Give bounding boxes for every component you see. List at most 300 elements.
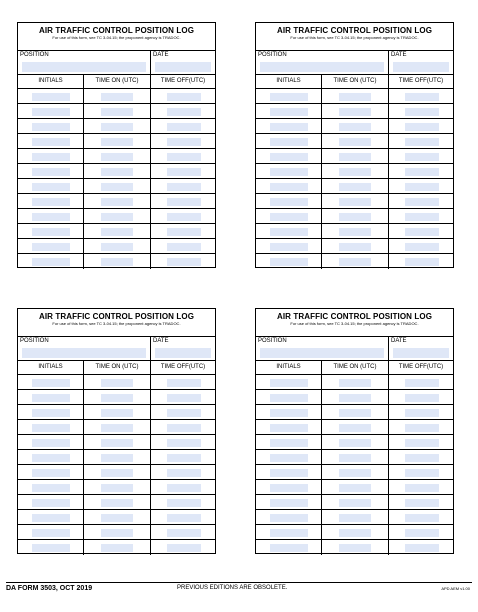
initials-cell [256,104,322,118]
time-on-input[interactable] [339,544,371,552]
time-off-input[interactable] [167,484,201,492]
initials-input[interactable] [270,544,308,552]
date-cell [389,337,453,360]
time-off-input[interactable] [167,168,201,176]
time-on-cell [84,209,151,223]
initials-input[interactable] [32,243,70,251]
time-off-input[interactable] [167,454,201,462]
time-on-input[interactable] [101,484,133,492]
time-on-input[interactable] [339,93,371,101]
time-on-input[interactable] [339,499,371,507]
table-row [18,405,215,420]
time-on-input[interactable] [101,168,133,176]
time-on-input[interactable] [101,258,133,266]
table-row [18,525,215,540]
time-on-input[interactable] [101,243,133,251]
initials-cell [18,239,84,253]
time-off-cell [389,405,453,419]
log-header [18,309,215,337]
time-off-cell [389,495,453,509]
time-off-input[interactable] [167,424,201,432]
time-on-input[interactable] [101,409,133,417]
initials-cell [18,89,84,103]
time-on-cell [84,134,151,148]
table-row [256,239,453,254]
position-label: POSITION [258,338,287,344]
time-off-input[interactable] [405,499,439,507]
time-on-input[interactable] [101,93,133,101]
initials-input[interactable] [270,183,308,191]
time-on-cell [322,450,389,464]
time-on-input[interactable] [339,409,371,417]
initials-cell [256,480,322,494]
time-off-input[interactable] [405,469,439,477]
time-off-input[interactable] [167,198,201,206]
time-on-input[interactable] [339,213,371,221]
time-on-cell [84,164,151,178]
time-on-cell [84,224,151,238]
time-on-input[interactable] [339,153,371,161]
initials-input[interactable] [270,168,308,176]
time-on-input[interactable] [101,514,133,522]
time-on-cell [84,89,151,103]
initials-cell [18,194,84,208]
position-log [17,308,216,554]
position-input[interactable] [260,62,384,72]
footer-rule [6,582,472,583]
table-row [18,480,215,495]
table-row [18,89,215,104]
time-off-cell [389,375,453,389]
date-input[interactable] [155,62,211,72]
initials-input[interactable] [270,138,308,146]
table-row [256,164,453,179]
table-row [256,209,453,224]
time-on-input[interactable] [101,108,133,116]
time-on-cell [84,375,151,389]
initials-cell [18,405,84,419]
initials-input[interactable] [32,514,70,522]
time-off-input[interactable] [405,243,439,251]
initials-input[interactable] [270,153,308,161]
initials-cell [256,510,322,524]
log-header [256,23,453,51]
time-off-cell [389,254,453,269]
time-off-input[interactable] [167,243,201,251]
time-off-input[interactable] [167,379,201,387]
time-off-cell [389,525,453,539]
initials-input[interactable] [270,394,308,402]
time-off-cell [151,495,215,509]
time-off-input[interactable] [405,228,439,236]
time-off-input[interactable] [405,153,439,161]
initials-input[interactable] [32,198,70,206]
table-row [18,540,215,555]
time-off-input[interactable] [167,469,201,477]
log-rows [18,89,215,269]
time-on-cell [322,495,389,509]
time-on-input[interactable] [101,153,133,161]
time-off-cell [151,149,215,163]
table-row [18,179,215,194]
initials-input[interactable] [32,484,70,492]
initials-cell [256,164,322,178]
time-on-cell [84,254,151,269]
time-on-input[interactable] [339,198,371,206]
initials-cell [18,164,84,178]
initials-cell [18,435,84,449]
position-input[interactable] [22,62,146,72]
time-on-input[interactable] [101,183,133,191]
initials-cell [18,540,84,555]
time-off-cell [389,149,453,163]
time-on-input[interactable] [101,424,133,432]
time-off-cell [389,480,453,494]
initials-cell [256,525,322,539]
time-off-input[interactable] [167,514,201,522]
position-log [255,308,454,554]
table-row [256,450,453,465]
time-on-cell [84,119,151,133]
time-on-input[interactable] [339,228,371,236]
time-off-input[interactable] [167,228,201,236]
table-row [18,134,215,149]
initials-input[interactable] [32,439,70,447]
time-on-input[interactable] [339,108,371,116]
time-on-cell [322,149,389,163]
time-on-cell [322,224,389,238]
column-header-row [18,75,215,89]
initials-cell [256,179,322,193]
time-on-input[interactable] [101,529,133,537]
initials-input[interactable] [32,409,70,417]
initials-input[interactable] [270,243,308,251]
table-row [256,179,453,194]
initials-input[interactable] [270,93,308,101]
time-on-input[interactable] [339,183,371,191]
date-cell [389,51,453,74]
time-on-input[interactable] [101,213,133,221]
time-on-input[interactable] [339,529,371,537]
time-off-cell [389,119,453,133]
initials-input[interactable] [270,514,308,522]
initials-input[interactable] [32,183,70,191]
initials-input[interactable] [270,484,308,492]
initials-input[interactable] [270,409,308,417]
time-off-input[interactable] [167,93,201,101]
position-cell [256,337,389,360]
time-on-cell [84,405,151,419]
time-off-cell [389,390,453,404]
time-off-input[interactable] [167,394,201,402]
time-on-input[interactable] [101,394,133,402]
column-header-time-off: TIME OFF(UTC) [398,78,444,84]
log-title: AIR TRAFFIC CONTROL POSITION LOG [276,26,433,35]
initials-cell [256,209,322,223]
time-off-input[interactable] [167,213,201,221]
initials-cell [18,465,84,479]
time-on-input[interactable] [339,439,371,447]
time-on-input[interactable] [339,379,371,387]
time-on-cell [322,179,389,193]
initials-input[interactable] [32,228,70,236]
table-row [18,104,215,119]
initials-input[interactable] [270,529,308,537]
time-off-input[interactable] [167,529,201,537]
time-off-input[interactable] [405,514,439,522]
time-off-cell [151,525,215,539]
time-off-cell [389,224,453,238]
time-off-input[interactable] [405,454,439,462]
time-off-cell [389,179,453,193]
table-row [18,420,215,435]
initials-cell [256,375,322,389]
initials-cell [18,254,84,269]
time-on-cell [322,480,389,494]
time-on-cell [84,510,151,524]
time-on-input[interactable] [339,138,371,146]
position-date-row [256,51,453,75]
time-on-cell [322,525,389,539]
initials-cell [256,450,322,464]
time-off-input[interactable] [405,409,439,417]
initials-input[interactable] [32,424,70,432]
time-on-cell [322,119,389,133]
initials-input[interactable] [32,469,70,477]
time-on-input[interactable] [101,379,133,387]
time-off-input[interactable] [405,379,439,387]
log-subtitle: For use of this form, see TC 3-04.15; the proponent agency is TRADOC. [52,35,181,40]
time-off-cell [151,375,215,389]
time-off-cell [151,104,215,118]
initials-cell [18,375,84,389]
table-row [18,149,215,164]
position-log [17,22,216,268]
time-off-input[interactable] [405,484,439,492]
time-off-input[interactable] [405,93,439,101]
initials-input[interactable] [270,454,308,462]
initials-input[interactable] [32,454,70,462]
initials-cell [256,194,322,208]
time-off-input[interactable] [405,529,439,537]
initials-input[interactable] [270,439,308,447]
time-off-input[interactable] [167,409,201,417]
time-off-input[interactable] [405,544,439,552]
position-input[interactable] [260,348,384,358]
position-input[interactable] [22,348,146,358]
log-header [256,309,453,337]
log-rows [256,89,453,269]
time-off-input[interactable] [167,544,201,552]
time-on-cell [322,104,389,118]
table-row [256,194,453,209]
time-on-cell [322,194,389,208]
time-off-cell [389,89,453,103]
time-on-input[interactable] [101,454,133,462]
time-off-cell [389,540,453,555]
time-off-input[interactable] [167,138,201,146]
time-off-cell [151,480,215,494]
time-on-input[interactable] [101,544,133,552]
date-input[interactable] [155,348,211,358]
time-on-cell [84,465,151,479]
time-on-cell [84,390,151,404]
initials-input[interactable] [270,198,308,206]
position-label: POSITION [20,338,49,344]
time-on-cell [84,450,151,464]
initials-input[interactable] [32,153,70,161]
date-label: DATE [153,52,169,58]
time-on-input[interactable] [339,258,371,266]
time-off-cell [151,224,215,238]
initials-input[interactable] [270,424,308,432]
time-on-input[interactable] [339,484,371,492]
date-label: DATE [391,338,407,344]
time-off-input[interactable] [405,258,439,266]
position-cell [256,51,389,74]
time-off-cell [151,164,215,178]
table-row [18,495,215,510]
time-on-input[interactable] [101,123,133,131]
time-off-input[interactable] [405,198,439,206]
time-on-input[interactable] [339,243,371,251]
initials-input[interactable] [270,499,308,507]
initials-input[interactable] [32,93,70,101]
time-off-cell [389,104,453,118]
time-on-cell [322,375,389,389]
time-on-cell [322,89,389,103]
time-off-input[interactable] [405,108,439,116]
time-on-cell [322,209,389,223]
initials-cell [256,149,322,163]
initials-cell [18,390,84,404]
initials-cell [256,465,322,479]
initials-input[interactable] [32,108,70,116]
initials-input[interactable] [270,228,308,236]
table-row [18,510,215,525]
time-off-input[interactable] [405,168,439,176]
column-header-time-on: TIME ON (UTC) [84,361,151,374]
form-footer [0,582,478,612]
initials-input[interactable] [32,499,70,507]
table-row [256,510,453,525]
initials-cell [18,104,84,118]
position-date-row [18,51,215,75]
initials-cell [256,435,322,449]
time-on-input[interactable] [339,394,371,402]
time-on-input[interactable] [101,439,133,447]
time-on-cell [322,254,389,269]
time-off-input[interactable] [167,499,201,507]
time-on-cell [84,525,151,539]
initials-input[interactable] [32,379,70,387]
time-on-input[interactable] [101,138,133,146]
time-on-input[interactable] [101,469,133,477]
column-header-row [18,361,215,375]
time-off-input[interactable] [405,213,439,221]
initials-input[interactable] [270,379,308,387]
time-off-input[interactable] [405,183,439,191]
time-off-input[interactable] [167,439,201,447]
table-row [256,224,453,239]
column-header-initials: INITIALS [256,75,322,88]
log-title: AIR TRAFFIC CONTROL POSITION LOG [38,312,195,321]
time-off-input[interactable] [405,138,439,146]
initials-input[interactable] [32,544,70,552]
initials-input[interactable] [32,394,70,402]
time-off-input[interactable] [405,424,439,432]
time-on-input[interactable] [339,424,371,432]
initials-input[interactable] [270,213,308,221]
time-off-input[interactable] [167,183,201,191]
initials-input[interactable] [32,213,70,221]
time-on-input[interactable] [101,198,133,206]
time-on-cell [322,134,389,148]
time-off-cell [151,239,215,253]
initials-cell [18,149,84,163]
time-on-input[interactable] [339,123,371,131]
initials-input[interactable] [32,123,70,131]
time-off-cell [151,405,215,419]
time-off-input[interactable] [167,258,201,266]
time-on-cell [322,390,389,404]
time-on-cell [84,495,151,509]
column-header-time-off: TIME OFF(UTC) [160,364,206,370]
obsolete-notice: PREVIOUS EDITIONS ARE OBSOLETE. [177,585,288,591]
time-on-input[interactable] [339,469,371,477]
date-input[interactable] [393,62,449,72]
initials-input[interactable] [270,258,308,266]
time-off-input[interactable] [405,394,439,402]
initials-input[interactable] [32,138,70,146]
table-row [256,104,453,119]
initials-cell [18,420,84,434]
table-row [256,375,453,390]
initials-cell [256,495,322,509]
time-off-input[interactable] [167,108,201,116]
initials-cell [256,134,322,148]
initials-input[interactable] [32,168,70,176]
initials-cell [256,405,322,419]
initials-cell [256,224,322,238]
initials-input[interactable] [270,123,308,131]
initials-cell [256,540,322,555]
time-on-input[interactable] [339,514,371,522]
time-off-input[interactable] [405,123,439,131]
initials-input[interactable] [270,469,308,477]
time-on-cell [322,435,389,449]
time-on-input[interactable] [101,228,133,236]
date-input[interactable] [393,348,449,358]
log-title: AIR TRAFFIC CONTROL POSITION LOG [38,26,195,35]
time-on-cell [84,540,151,555]
date-cell [151,51,215,74]
time-off-cell [151,390,215,404]
time-on-input[interactable] [339,454,371,462]
table-row [256,420,453,435]
time-off-cell [389,209,453,223]
time-off-input[interactable] [167,123,201,131]
column-header-initials: INITIALS [18,361,84,374]
initials-input[interactable] [32,258,70,266]
time-off-input[interactable] [167,153,201,161]
initials-input[interactable] [270,108,308,116]
time-on-input[interactable] [339,168,371,176]
initials-input[interactable] [32,529,70,537]
time-off-input[interactable] [405,439,439,447]
time-on-input[interactable] [101,499,133,507]
table-row [256,495,453,510]
